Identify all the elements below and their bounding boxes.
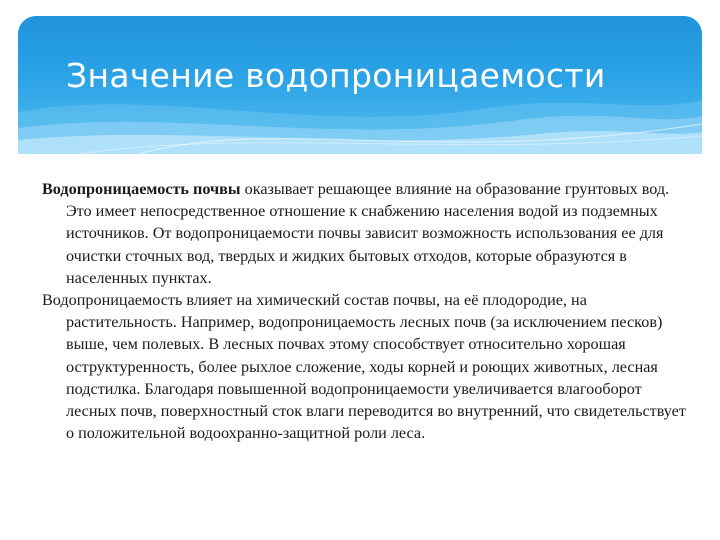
paragraph-1-bold-lead: Водопроницаемость почвы [42, 180, 241, 198]
paragraph-2-text: Водопроницаемость влияет на химический состав почвы, на её плодородие, на растительность. Например, водопроницаемость лесных почв (за исключением песков) выше, чем полевых. В лесных почвах этому способствует относительно хорошая оструктуренность, более рыхлое сложение, ходы корней и роющих животных, лесная подстилка. Благодаря повышенной водопроницаемости увеличивается влагооборот лесных почв, поверхностный сток влаги переводится во внутренний, что свидетельствует о положительной водоохранно-защитной роли леса. [42, 291, 686, 443]
title-banner [18, 16, 702, 154]
slide-body [42, 178, 690, 444]
paragraph-1-text: оказывает решающее влияние на образование грунтовых вод. Это имеет непосредственное отношение к снабжению населения водой из подземных источников. От водопроницаемости почвы зависит возможность использования ее для очистки сточных вод, твердых и жидких бытовых отходов, которые образуются в населенных пунктах. [66, 180, 670, 287]
paragraph-1 [42, 178, 690, 289]
page-title: Значение водопроницаемости [66, 56, 606, 95]
paragraph-2 [42, 289, 690, 444]
